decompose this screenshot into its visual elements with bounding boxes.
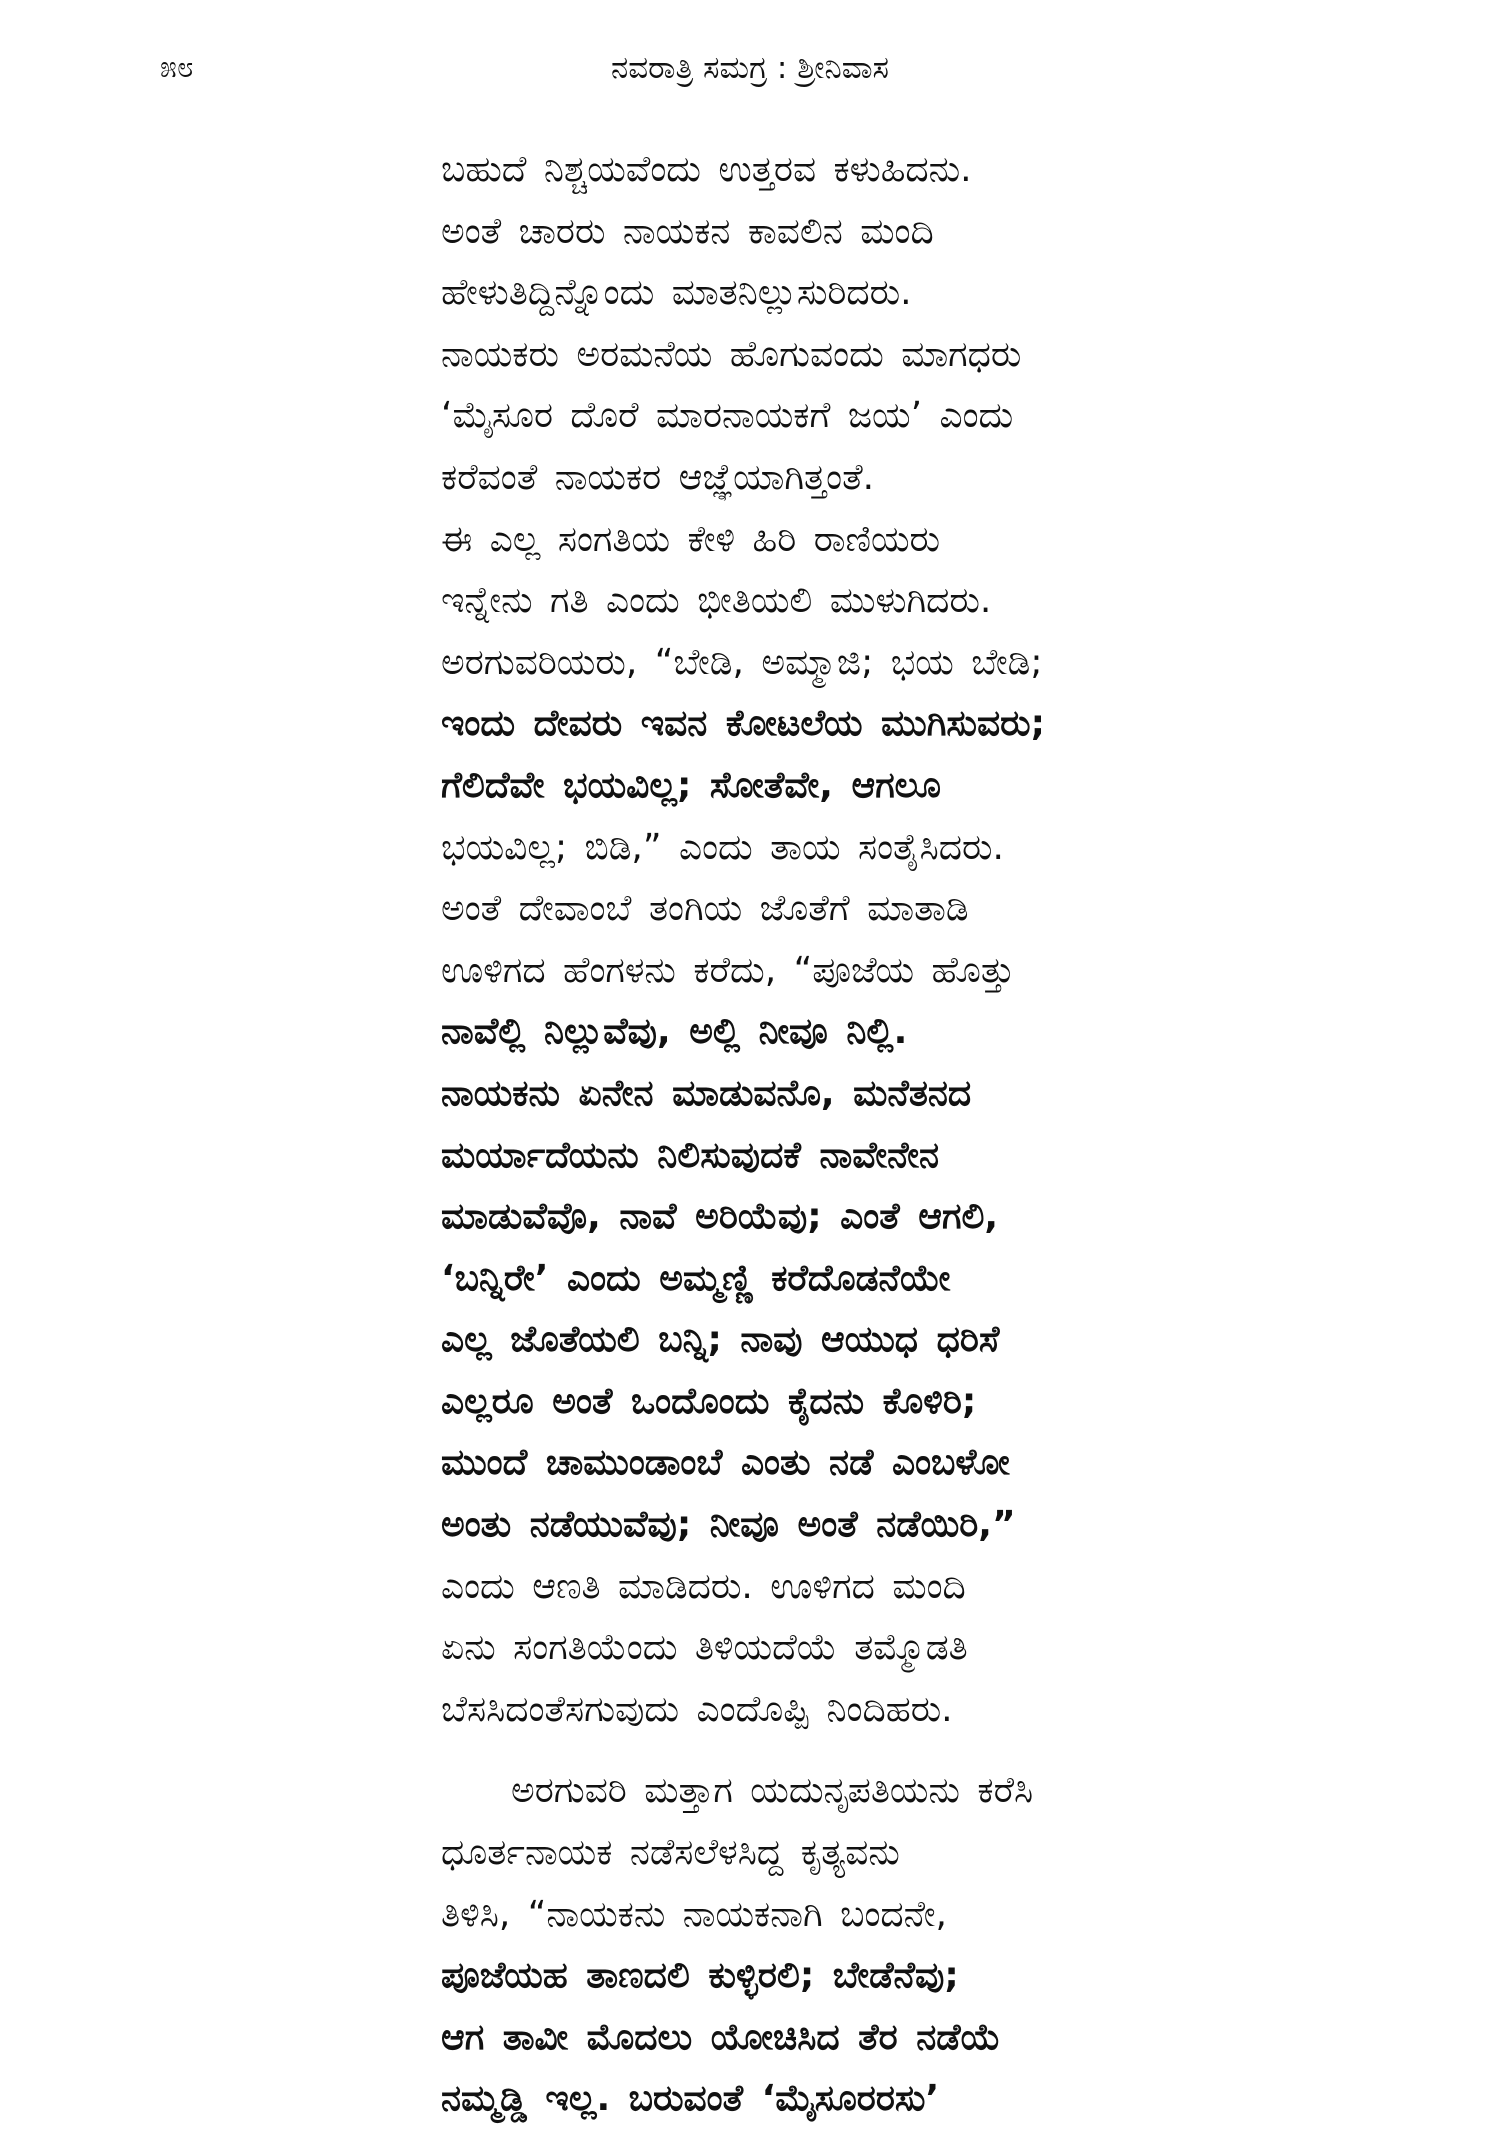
verse-line: ಮುಂದೆ ಚಾಮುಂಡಾಂಬೆ ಎಂತು ನಡೆ ಎಂಬಳೋ (441, 1442, 1010, 1484)
verse-line: ಇಂದು ದೇವರು ಇವನ ಕೋಟಲೆಯ ಮುಗಿಸುವರು; (441, 703, 1045, 745)
verse-line: ಅರಗುವರಿಯರು, “ಬೇಡಿ, ಅಮ್ಮಾಜಿ; ಭಯ ಬೇಡಿ; (441, 641, 1043, 683)
verse-line: ಗೆಲಿದೆವೇ ಭಯವಿಲ್ಲ; ಸೋತೆವೇ, ಆಗಲೂ (441, 764, 941, 806)
verse-line: ಅಂತೆ ದೇವಾಂಬೆ ತಂಗಿಯ ಜೊತೆಗೆ ಮಾತಾಡಿ (441, 888, 969, 930)
verse-line: ಹೇಳುತಿದ್ದಿನ್ನೊಂದು ಮಾತನಿಲ್ಲುಸುರಿದರು. (441, 272, 912, 314)
verse-line: ಎಲ್ಲ ಜೊತೆಯಲಿ ಬನ್ನಿ; ನಾವು ಆಯುಧ ಧರಿಸೆ (441, 1319, 1000, 1361)
verse-line: ಅರಗುವರಿ ಮತ್ತಾಗ ಯದುನೃಪತಿಯನು ಕರೆಸಿ (511, 1770, 1034, 1812)
verse-line: ಅಂತೆ ಚಾರರು ನಾಯಕನ ಕಾವಲಿನ ಮಂದಿ (441, 210, 934, 252)
verse-line: ಬೆಸಸಿದಂತೆಸಗುವುದು ಎಂದೊಪ್ಪಿ ನಿಂದಿಹರು. (441, 1688, 953, 1730)
verse-line: ಮರ್ಯಾದೆಯನು ನಿಲಿಸುವುದಕೆ ನಾವೇನೇನ (441, 1134, 940, 1176)
verse-line: ‘ಮೈಸೂರ ದೊರೆ ಮಾರನಾಯಕಗೆ ಜಯ’ ಎಂದು (441, 395, 1014, 437)
verse-line: ಏನು ಸಂಗತಿಯೆಂದು ತಿಳಿಯದೆಯೆ ತಮ್ಮೊಡತಿ (441, 1627, 968, 1669)
verse-line: ಎಲ್ಲರೂ ಅಂತೆ ಒಂದೊಂದು ಕೈದನು ಕೊಳಿರಿ; (441, 1380, 977, 1422)
verse-line: ‘ಬನ್ನಿರೇ’ ಎಂದು ಅಮ್ಮಣ್ಣಿ ಕರೆದೊಡನೆಯೇ (441, 1257, 951, 1299)
verse-line: ಪೂಜೆಯಹ ತಾಣದಲಿ ಕುಳ್ಳಿರಲಿ; ಬೇಡೆನೆವು; (441, 1955, 959, 1997)
verse-line: ಊಳಿಗದ ಹೆಂಗಳನು ಕರೆದು, “ಪೂಜೆಯ ಹೊತ್ತು (441, 949, 1015, 991)
verse-line: ನಾವೆಲ್ಲಿ ನಿಲ್ಲುವೆವು, ಅಲ್ಲಿ ನೀವೂ ನಿಲ್ಲಿ. (441, 1011, 908, 1053)
verse-line: ನಮ್ಮಡ್ಡಿ ಇಲ್ಲ. ಬರುವಂತೆ ‘ಮೈಸೂರರಸು’ (441, 2078, 940, 2120)
verse-line: ಎಂದು ಆಣತಿ ಮಾಡಿದರು. ಊಳಿಗದ ಮಂದಿ (441, 1565, 966, 1607)
page-number: ೫೮ (160, 50, 194, 85)
verse-line: ಬಹುದೆ ನಿಶ್ಚಯವೆಂದು ಉತ್ತರವ ಕಳುಹಿದನು. (441, 149, 972, 190)
verse-line: ನಾಯಕನು ಏನೇನ ಮಾಡುವನೊ, ಮನೆತನದ (441, 1072, 972, 1114)
verse-line: ತಿಳಿಸಿ, “ನಾಯಕನು ನಾಯಕನಾಗಿ ಬಂದನೇ, (441, 1893, 947, 1935)
verse-line: ಧೂರ್ತನಾಯಕ ನಡೆಸಲೆಳಸಿದ್ದ ಕೃತ್ಯವನು (441, 1832, 900, 1874)
running-title: ನವರಾತ್ರಿ ಸಮಗ್ರ : ಶ್ರೀನಿವಾಸ (610, 50, 890, 86)
page-header (0, 48, 1500, 88)
verse-line: ಅಂತು ನಡೆಯುವೆವು; ನೀವೂ ಅಂತೆ ನಡೆಯಿರಿ,” (441, 1504, 1016, 1546)
poem-body (441, 139, 1441, 2130)
verse-line: ಈ ಎಲ್ಲ ಸಂಗತಿಯ ಕೇಳಿ ಹಿರಿ ರಾಣಿಯರು (441, 518, 941, 560)
verse-line: ಆಗ ತಾವೀ ಮೊದಲು ಯೋಚಿಸಿದ ತೆರ ನಡೆಯೆ (441, 2016, 1001, 2058)
verse-line: ಮಾಡುವೆವೊ, ನಾವೆ ಅರಿಯೆವು; ಎಂತೆ ಆಗಲಿ, (441, 1196, 999, 1238)
verse-line: ಇನ್ನೇನು ಗತಿ ಎಂದು ಭೀತಿಯಲಿ ಮುಳುಗಿದರು. (441, 580, 992, 622)
verse-line: ಭಯವಿಲ್ಲ; ಬಿಡಿ,” ಎಂದು ತಾಯ ಸಂತೈಸಿದರು. (441, 826, 1004, 868)
verse-line: ಕರೆವಂತೆ ನಾಯಕರ ಆಜ್ಞೆಯಾಗಿತ್ತಂತೆ. (441, 456, 875, 498)
verse-line: ನಾಯಕರು ಅರಮನೆಯ ಹೊಗುವಂದು ಮಾಗಧರು (441, 333, 1022, 375)
